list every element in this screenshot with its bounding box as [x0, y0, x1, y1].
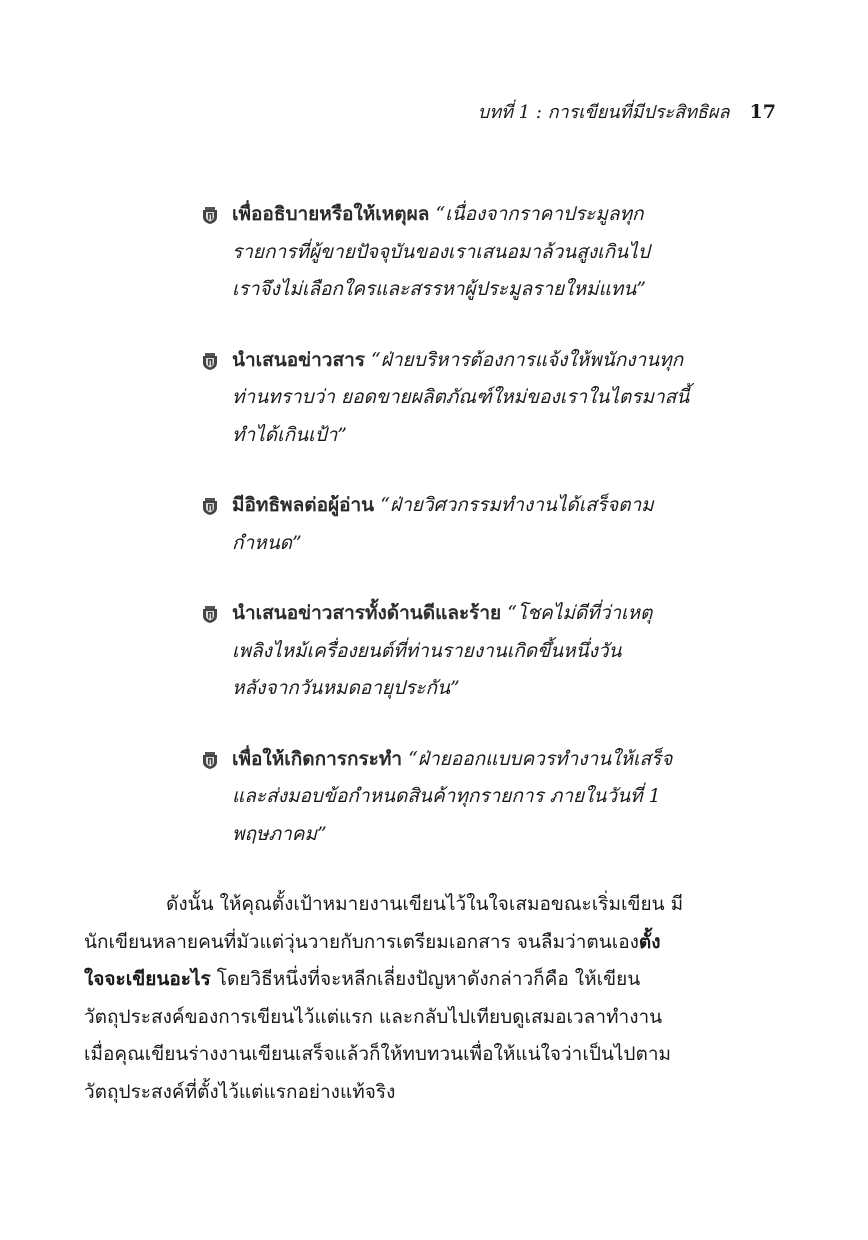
page-number: 17: [749, 101, 776, 123]
bullet-quote-line: กำหนด”: [232, 531, 302, 554]
bullet-quote-line: ทำได้เกินเป้า”: [232, 423, 348, 446]
paragraph-line: วัตถุประสงค์ที่ตั้งไว้แต่แรกอย่างแท้จริง: [84, 1080, 396, 1103]
bullet-quote: “เนื่องจากราคาประมูลทุก: [435, 203, 644, 225]
shield-crest-icon: [202, 498, 218, 515]
bullet-list: [200, 196, 780, 886]
bullet-item: [200, 741, 780, 854]
bullet-quote: “ฝ่ายบริหารต้องการแจ้งให้พนักงานทุก: [371, 348, 684, 371]
bullet-quote-line: หลังจากวันหมดอายุประกัน”: [232, 677, 460, 699]
paragraph-line: เมื่อคุณเขียนร่างงานเขียนเสร็จแล้วก็ให้ทบทวนเพื่อให้แน่ใจว่าเป็นไปตาม: [84, 1043, 672, 1065]
shield-crest-icon: [202, 752, 218, 769]
paragraph-line: [84, 924, 778, 962]
shield-crest-icon: [202, 353, 218, 370]
bullet-quote-line: เราจึงไม่เลือกใครและสรรหาผู้ประมูลรายใหม่แทน”: [232, 278, 646, 300]
bullet-lead: เพื่ออธิบายหรือให้เหตุผล: [232, 203, 430, 225]
bullet-item: [200, 196, 780, 309]
paragraph-line: วัตถุประสงค์ของการเขียนไว้แต่แรก และกลับไปเทียบดูเสมอเวลาทำงาน: [84, 1005, 663, 1028]
bullet-quote-line: และส่งมอบข้อกำหนดสินค้าทุกรายการ ภายในวันที่ 1: [232, 785, 661, 807]
bullet-quote: “ฝ่ายวิศวกรรมทำงานได้เสร็จตาม: [380, 494, 654, 516]
bullet-lead: นำเสนอข่าวสารทั้งด้านดีและร้าย: [232, 602, 502, 624]
bullet-item: [200, 487, 780, 562]
running-header: [478, 98, 776, 127]
bullet-quote-line: รายการที่ผู้ขายปัจจุบันของเราเสนอมาล้วนสูงเกินไป: [232, 240, 650, 263]
bullet-item: [200, 595, 780, 708]
body-paragraph: [84, 886, 778, 1111]
paragraph-emphasis: ใจจะเขียนอะไร: [84, 968, 211, 990]
paragraph-text: นักเขียนหลายคนที่มัวแต่วุ่นวายกับการเตรียมเอกสาร จนลืมว่าตนเอง: [84, 930, 639, 953]
bullet-quote-line: เพลิงไหม้เครื่องยนต์ที่ท่านรายงานเกิดขึ้นหนึ่งวัน: [232, 639, 622, 662]
bullet-lead: นำเสนอข่าวสาร: [232, 348, 365, 371]
bullet-quote: “ฝ่ายออกแบบควรทำงานให้เสร็จ: [408, 747, 673, 770]
bullet-lead: มีอิทธิพลต่อผู้อ่าน: [232, 494, 375, 516]
bullet-quote-line: พฤษภาคม”: [232, 822, 327, 845]
paragraph-emphasis: ตั้ง: [638, 930, 661, 953]
chapter-title: บทที่ 1 : การเขียนที่มีประสิทธิผล: [477, 102, 730, 123]
bullet-lead: เพื่อให้เกิดการกระทำ: [232, 747, 403, 770]
paragraph-line: [84, 961, 778, 999]
bullet-item: [200, 342, 780, 455]
paragraph-line: ดังนั้น ให้คุณตั้งเป้าหมายงานเขียนไว้ในใจเสมอขณะเริ่มเขียน มี: [166, 893, 684, 915]
paragraph-text: โดยวิธีหนึ่งที่จะหลีกเลี่ยงปัญหาดังกล่าวก็คือ ให้เขียน: [210, 968, 641, 990]
bullet-quote-line: ท่านทราบว่า ยอดขายผลิตภัณฑ์ใหม่ของเราในไตรมาสนี้: [232, 386, 690, 408]
shield-crest-icon: [202, 207, 218, 224]
bullet-quote: “โชคไม่ดีที่ว่าเหตุ: [507, 602, 653, 624]
shield-crest-icon: [202, 606, 218, 623]
